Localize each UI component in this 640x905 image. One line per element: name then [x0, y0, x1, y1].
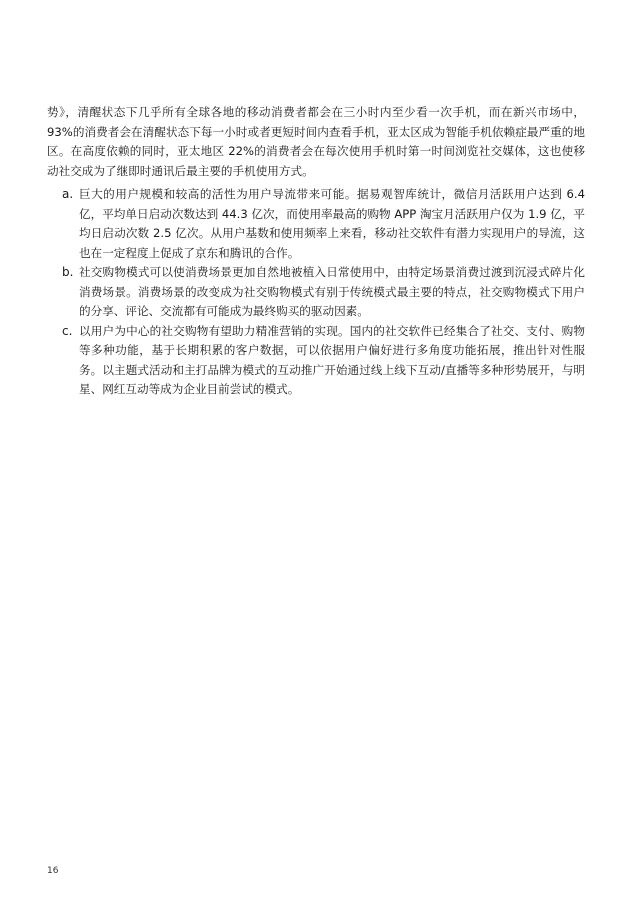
- intro-paragraph: 势》，清醒状态下几乎所有全球各地的移动消费者都会在三小时内至少看一次手机，而在新兴市场中，93%的消费者会在清醒状态下每一小时或者更短时间内查看手机，亚太区成为智能手机依赖症最严重的地区。在高度依赖的同时，亚太地区 22%的消费者会在每次使用手机时第一时间浏览社交媒体，这也使移动社交成为了继即时通讯后最主要的手机使用方式。: [47, 105, 585, 178]
- lettered-list: [62, 185, 585, 400]
- list-item-a: [62, 185, 585, 263]
- page-number: 16: [47, 866, 59, 876]
- list-marker: a.: [62, 187, 74, 201]
- list-item-text: 以用户为中心的社交购物有望助力精准营销的实现。国内的社交软件已经集合了社交、支付、购物等多种功能，基于长期积累的客户数据，可以依据用户偏好进行多角度功能拓展，推出针对性服务。以主题式活动和主打品牌为模式的互动推广开始通过线上线下互动/直播等多种形势展开，与明星、网红互动等成为企业目前尝试的模式。: [79, 323, 585, 396]
- list-item-text: 社交购物模式可以使消费场景更加自然地被植入日常使用中，由特定场景消费过渡到沉浸式碎片化消费场景。消费场景的改变成为社交购物模式有别于传统模式最主要的特点，社交购物模式下用户的分享、评论、交流都有可能成为最终购买的驱动因素。: [79, 265, 585, 318]
- list-marker: c.: [62, 323, 73, 338]
- list-item-c: [62, 322, 585, 400]
- list-item-text: 巨大的用户规模和较高的活性为用户导流带来可能。据易观智库统计，微信月活跃用户达到 6.4 亿，平均单日启动次数达到 44.3 亿次，而使用率最高的购物 APP 淘宝月活跃用户仅为 1.9 亿，平均日启动次数 2.5 亿次。从用户基数和使用频率上来看，移动社交软件有潜力实现用户的导流，这也在一定程度上促成了京东和腾讯的合作。: [79, 187, 585, 260]
- list-item-b: [62, 263, 585, 322]
- list-marker: b.: [62, 265, 74, 279]
